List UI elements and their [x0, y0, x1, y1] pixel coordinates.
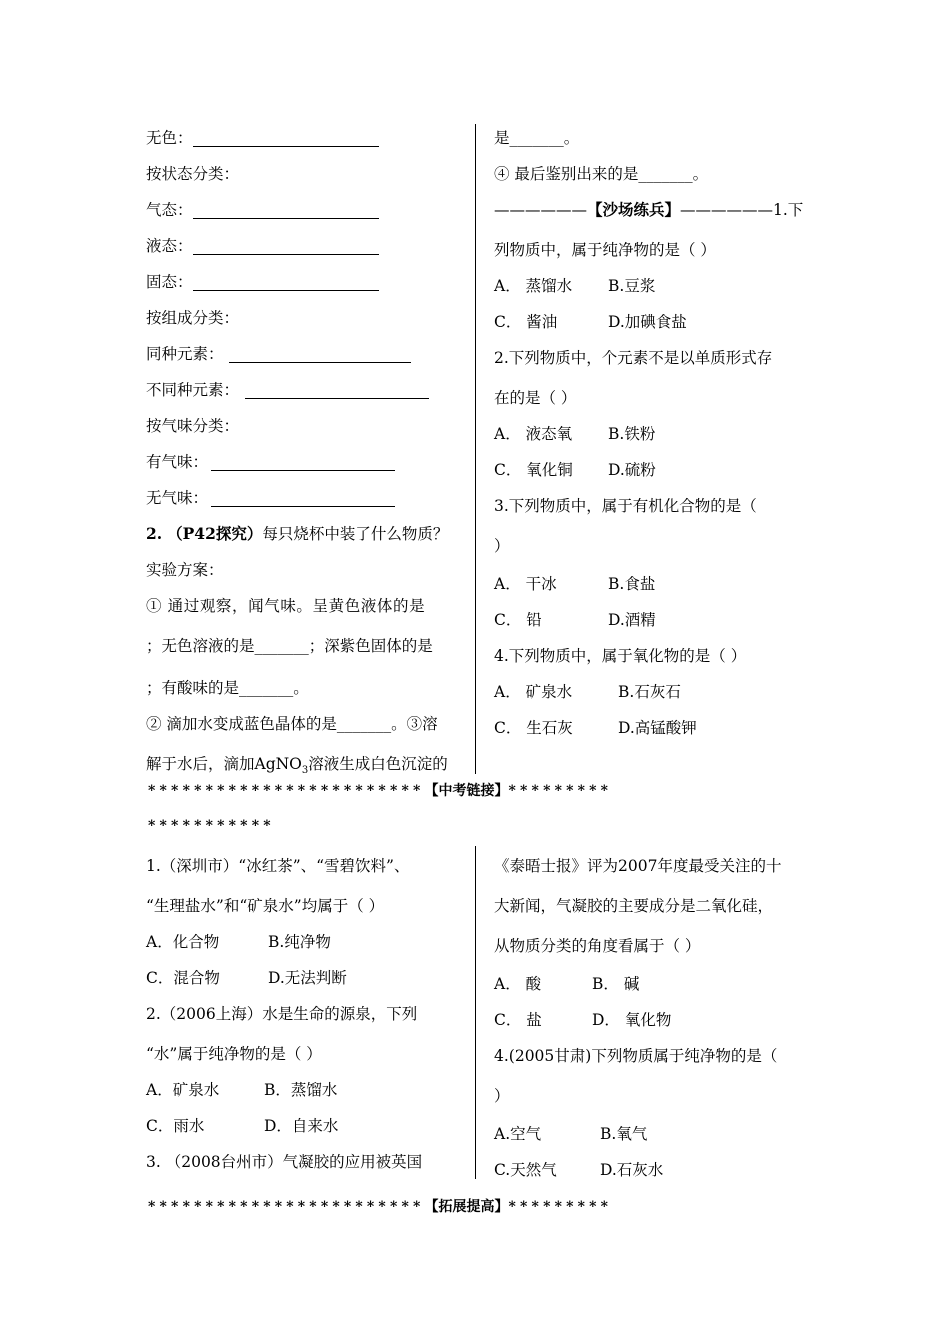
exam-q3-opt-a: A． 酸 — [494, 975, 542, 993]
divider-stars-right: ********* — [508, 783, 613, 799]
plan-step-3-a: 解于水后，滴加AgNO — [146, 755, 302, 773]
label-gas: 气态： — [146, 201, 193, 219]
right-answer-cont: 是_______。 — [494, 129, 580, 147]
plan-step-3 — [146, 754, 448, 781]
label-solid: 固态： — [146, 273, 193, 291]
right-last-identified: ④ 最后鉴别出来的是_______。 — [494, 165, 709, 183]
practice-q4-opt-a: A． 矿泉水 — [494, 683, 573, 701]
question-2-number: 2. — [146, 524, 163, 543]
practice-q1-opt-a: A． 蒸馏水 — [494, 277, 573, 295]
practice-heading — [494, 200, 803, 220]
blank-solid — [193, 290, 379, 291]
divider2-stars-right: ********* — [508, 1199, 613, 1215]
practice-q3-cont: ） — [494, 537, 510, 555]
divider-stars-second-line: *********** — [148, 818, 275, 834]
plan-step-1-end: ；有酸味的是_______。 — [146, 679, 309, 697]
practice-q1: 列物质中，属于纯净物的是（ ） — [494, 241, 716, 259]
exam-q4-opt-c: C.天然气 — [494, 1161, 557, 1179]
label-odorless: 无气味： — [146, 489, 209, 507]
practice-q3-opt-c: C． 铅 — [494, 611, 542, 629]
exam-q3-cont-1: 《泰晤士报》评为2007年度最受关注的十 — [494, 857, 782, 875]
exam-q2-cont: “水”属于纯净物的是（ ） — [146, 1045, 322, 1063]
divider-title-exam-link: 【中考链接】 — [424, 783, 509, 799]
heading-by-composition: 按组成分类： — [146, 309, 240, 327]
practice-dashes-right: ——————1.下 — [680, 201, 804, 219]
exam-q3-opt-d: D． 氧化物 — [592, 1011, 672, 1029]
exam-q4-opt-a: A.空气 — [494, 1125, 542, 1143]
exam-q3: 3. （2008台州市）气凝胶的应用被英国 — [146, 1153, 423, 1171]
exam-q2-opt-c: C．雨水 — [146, 1117, 205, 1135]
divider-stars-left: ************************ — [148, 783, 425, 799]
exam-q2-opt-a: A．矿泉水 — [146, 1081, 220, 1099]
blank-gas — [193, 218, 379, 219]
practice-q4-opt-b: B.石灰石 — [618, 683, 681, 701]
exam-q4: 4.(2005甘肃)下列物质属于纯净物的是（ — [494, 1047, 778, 1065]
divider2-stars-left: ************************ — [148, 1199, 425, 1215]
blank-colorless — [193, 146, 379, 147]
exam-q1-opt-a: A．化合物 — [146, 933, 220, 951]
practice-q2-cont: 在的是（ ） — [494, 389, 577, 407]
heading-by-odor: 按气味分类： — [146, 417, 240, 435]
column-separator-top — [475, 124, 476, 774]
exam-q1-opt-d: D.无法判断 — [268, 969, 347, 987]
plan-step-2: ② 滴加水变成蓝色晶体的是_______。③溶 — [146, 715, 438, 733]
exam-q1: 1.（深圳市）“冰红茶”、“雪碧饮料”、 — [146, 857, 410, 875]
practice-dashes-left: —————— — [494, 201, 587, 219]
practice-q3-opt-d: D.酒精 — [608, 611, 656, 629]
practice-q4: 4.下列物质中，属于氧化物的是（ ） — [494, 647, 747, 665]
exam-q1-opt-c: C．混合物 — [146, 969, 220, 987]
plan-step-3-b: 溶液生成白色沉淀的 — [308, 755, 448, 773]
question-2-text: 每只烧杯中装了什么物质？ — [262, 525, 449, 543]
blank-odorous — [211, 470, 395, 471]
divider-title-extension: 【拓展提高】 — [424, 1199, 509, 1215]
practice-q3-opt-b: B.食盐 — [608, 575, 656, 593]
practice-q1-opt-b: B.豆浆 — [608, 277, 656, 295]
practice-title: 【沙场练兵】 — [587, 200, 681, 219]
practice-q4-opt-c: C． 生石灰 — [494, 719, 573, 737]
exam-q3-opt-b: B． 碱 — [592, 975, 640, 993]
label-liquid: 液态： — [146, 237, 193, 255]
blank-different-element — [245, 398, 429, 399]
label-different-element: 不同种元素： — [146, 381, 240, 399]
exam-q2-opt-d: D．自来水 — [264, 1117, 339, 1135]
practice-q4-opt-d: D.高锰酸钾 — [618, 719, 697, 737]
practice-q2-opt-a: A． 液态氧 — [494, 425, 573, 443]
plan-step-3-sub: 3 — [301, 765, 309, 777]
practice-q2-opt-c: C． 氧化铜 — [494, 461, 573, 479]
exam-q2-opt-b: B．蒸馏水 — [264, 1081, 338, 1099]
exam-q4-cont: ） — [494, 1087, 510, 1105]
practice-q2-opt-b: B.铁粉 — [608, 425, 656, 443]
plan-step-1: ① 通过观察，闻气味。呈黄色液体的是 — [146, 597, 426, 615]
practice-q2-opt-d: D.硫粉 — [608, 461, 656, 479]
blank-liquid — [193, 254, 379, 255]
exam-q1-opt-b: B.纯净物 — [268, 933, 331, 951]
practice-q2: 2.下列物质中，个元素不是以单质形式存 — [494, 349, 773, 367]
question-2-tag: （P42探究） — [167, 524, 263, 543]
label-odorous: 有气味： — [146, 453, 209, 471]
practice-q3: 3.下列物质中，属于有机化合物的是（ — [494, 497, 757, 515]
exam-q2: 2.（2006上海）水是生命的源泉，下列 — [146, 1005, 418, 1023]
question-2 — [146, 524, 448, 544]
blank-same-element — [229, 362, 411, 363]
exam-q1-cont: “生理盐水”和“矿泉水”均属于（ ） — [146, 897, 385, 915]
heading-by-state: 按状态分类： — [146, 165, 240, 183]
exam-q4-opt-b: B.氧气 — [600, 1125, 648, 1143]
section-divider-extension — [148, 1196, 612, 1216]
blank-odorless — [211, 506, 395, 507]
section-divider-exam-link — [148, 780, 612, 800]
plan-step-1-cont: ；无色溶液的是_______；深紫色固体的是 — [146, 637, 433, 655]
exam-q4-opt-d: D.石灰水 — [600, 1161, 664, 1179]
practice-q1-opt-d: D.加碘食盐 — [608, 313, 687, 331]
label-colorless: 无色： — [146, 129, 193, 147]
column-separator-middle — [475, 846, 476, 1179]
exam-q3-opt-c: C． 盐 — [494, 1011, 542, 1029]
label-same-element: 同种元素： — [146, 345, 224, 363]
practice-q1-opt-c: C． 酱油 — [494, 313, 558, 331]
experiment-plan-label: 实验方案： — [146, 561, 224, 579]
exam-q3-cont-3: 从物质分类的角度看属于（ ） — [494, 937, 701, 955]
practice-q3-opt-a: A． 干冰 — [494, 575, 557, 593]
exam-q3-cont-2: 大新闻，气凝胶的主要成分是二氧化硅， — [494, 897, 774, 915]
